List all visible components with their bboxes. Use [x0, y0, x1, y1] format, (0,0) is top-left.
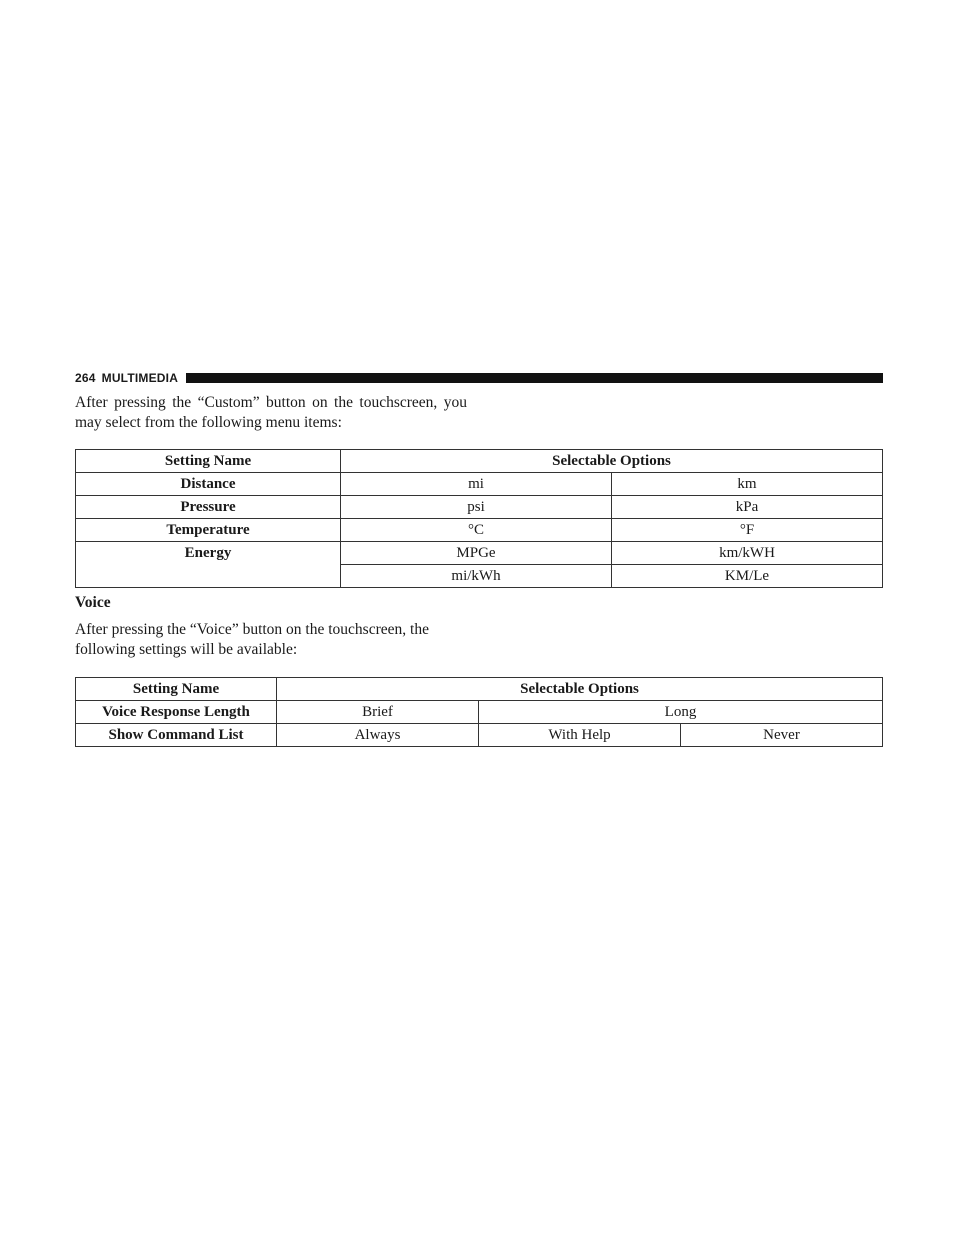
option-cell: psi — [341, 496, 612, 519]
option-cell: km — [612, 473, 883, 496]
setting-name: Voice Response Length — [76, 701, 277, 724]
option-cell: °C — [341, 519, 612, 542]
table-row — [76, 542, 883, 565]
option-cell: kPa — [612, 496, 883, 519]
option-cell: Long — [479, 701, 883, 724]
custom-intro: After pressing the “Custom” button on the touchscreen, you may select from the following menu items: — [75, 394, 467, 431]
option-cell: °F — [612, 519, 883, 542]
table-header-row — [76, 678, 883, 701]
header-selectable-options: Selectable Options — [277, 678, 883, 701]
page-header — [75, 372, 883, 384]
table-row — [76, 496, 883, 519]
setting-name: Energy — [76, 542, 341, 588]
page-number: 264 — [75, 371, 96, 385]
setting-name: Show Command List — [76, 724, 277, 747]
voice-intro: After pressing the “Voice” button on the touchscreen, the following settings will be available: — [75, 621, 429, 658]
option-cell: With Help — [479, 724, 681, 747]
voice-settings-table — [75, 677, 883, 747]
setting-name: Temperature — [76, 519, 341, 542]
setting-name: Distance — [76, 473, 341, 496]
table-row — [76, 519, 883, 542]
header-selectable-options: Selectable Options — [341, 450, 883, 473]
header-rule — [186, 373, 883, 383]
voice-heading: Voice — [75, 594, 111, 611]
custom-settings-table — [75, 449, 883, 588]
option-cell: mi/kWh — [341, 565, 612, 588]
option-cell: Never — [681, 724, 883, 747]
option-cell: mi — [341, 473, 612, 496]
option-cell: MPGe — [341, 542, 612, 565]
section-title: MULTIMEDIA — [101, 371, 179, 385]
setting-name: Pressure — [76, 496, 341, 519]
table-row — [76, 473, 883, 496]
table-row — [76, 701, 883, 724]
header-setting-name: Setting Name — [76, 450, 341, 473]
option-cell: km/kWH — [612, 542, 883, 565]
option-cell: Always — [277, 724, 479, 747]
table-row — [76, 724, 883, 747]
table-header-row — [76, 450, 883, 473]
option-cell: Brief — [277, 701, 479, 724]
option-cell: KM/Le — [612, 565, 883, 588]
header-setting-name: Setting Name — [76, 678, 277, 701]
